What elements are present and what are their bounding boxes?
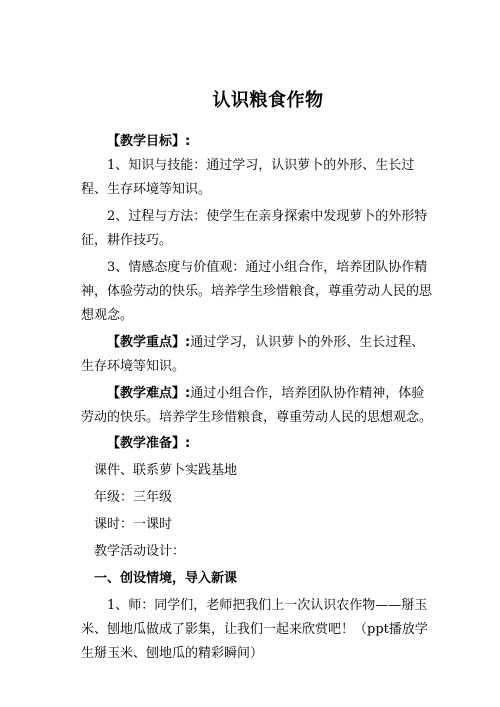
key-points-paragraph <box>81 331 433 379</box>
activity-design-line: 教学活动设计： <box>94 544 186 559</box>
difficulties-paragraph <box>81 382 433 430</box>
objective-3: 3、情感态度与价值观：通过小组合作，培养团队协作精神，体验劳动的快乐。培养学生珍惜粮食，尊重劳动人民的思想观念。 <box>81 260 433 323</box>
difficulties-label: 【教学难点】: <box>107 386 191 401</box>
section-1-paragraph: 1、师：同学们，老师把我们上一次认识农作物——掰玉米、刨地瓜做成了影集，让我们一起来欣赏吧！（ppt播放学生掰玉米、刨地瓜的精彩瞬间） <box>81 598 428 661</box>
key-points-text: 通过学习，认识萝卜的外形、生长过程、生存环境等知识。 <box>81 335 425 374</box>
key-points-label: 【教学重点】: <box>107 335 191 350</box>
document-title: 认识粮食作物 <box>212 90 324 111</box>
preparation-text: 课件、联系萝卜实践基地 <box>94 463 238 478</box>
objective-1: 1、知识与技能：通过学习，认识萝卜的外形、生长过程、生存环境等知识。 <box>81 158 415 197</box>
class-hours-line: 课时：一课时 <box>94 517 173 532</box>
section-1-heading: 一、创设情境，导入新课 <box>94 571 238 586</box>
objectives-heading: 【教学目标】: <box>107 134 191 149</box>
document-body <box>81 130 433 666</box>
difficulties-text: 通过小组合作，培养团队协作精神，体验劳动的快乐。培养学生珍惜粮食，尊重劳动人民的思想观念。 <box>81 386 433 425</box>
grade-line: 年级：三年级 <box>94 490 173 505</box>
preparation-heading: 【教学准备】: <box>107 436 191 451</box>
objective-2: 2、过程与方法：使学生在亲身探索中发现萝卜的外形特征，耕作技巧。 <box>81 209 428 248</box>
